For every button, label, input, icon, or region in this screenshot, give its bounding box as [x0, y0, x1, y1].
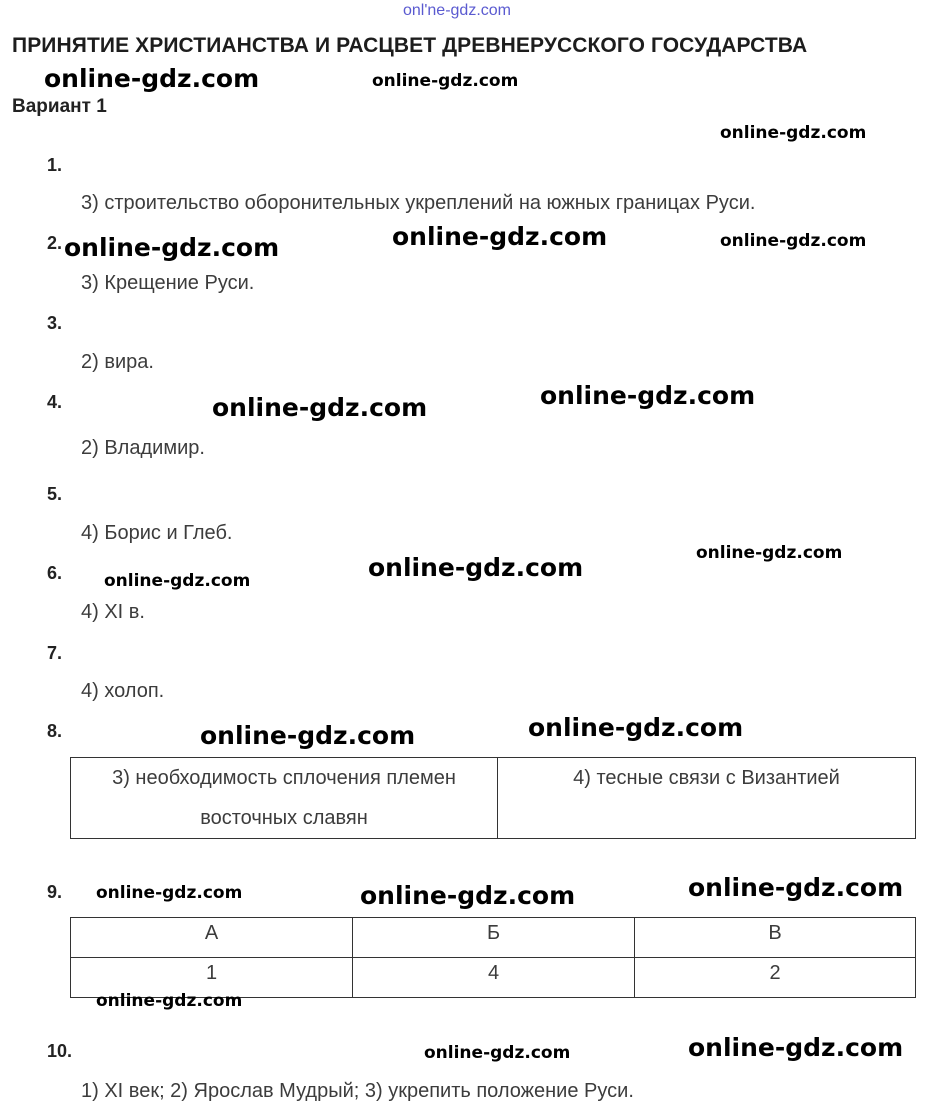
question-number-2: 2.	[47, 233, 63, 253]
top-watermark: onl'ne-gdz.com	[403, 2, 511, 19]
answer-3: 2) вира.	[81, 351, 154, 373]
answer-7: 4) холоп.	[81, 680, 165, 702]
table8-cell-2	[498, 758, 916, 839]
question-number-9: 9.	[47, 882, 63, 902]
table8-cell-2-text: 4) тесные связи с Византией	[573, 767, 840, 789]
answer-1: 3) строительство оборонительных укреплений на южных границах Руси.	[81, 192, 756, 214]
answer-6: 4) XI в.	[81, 601, 145, 623]
question-number-4: 4.	[47, 392, 63, 412]
watermark: online-gdz.com	[696, 543, 843, 563]
table9-value-v: 2	[635, 958, 916, 998]
table8-cell-1-line-2: восточных славян	[200, 807, 368, 829]
watermark: online-gdz.com	[96, 883, 243, 903]
question-number-3: 3.	[47, 313, 63, 333]
watermark: online-gdz.com	[64, 233, 280, 262]
answer-2: 3) Крещение Руси.	[81, 272, 255, 294]
question-number-5: 5.	[47, 484, 63, 504]
watermark: online-gdz.com	[212, 393, 428, 422]
question-number-1: 1.	[47, 155, 63, 175]
table9-header-b: Б	[353, 918, 635, 958]
watermark: online-gdz.com	[424, 1043, 571, 1063]
question-number-8: 8.	[47, 721, 63, 741]
watermark: online-gdz.com	[372, 71, 519, 91]
watermark: online-gdz.com	[528, 713, 744, 742]
watermark: online-gdz.com	[200, 721, 416, 750]
table-row	[71, 918, 916, 958]
table8-cell-1-line-1: 3) необходимость сплочения племен	[112, 767, 456, 789]
table9-value-b: 4	[353, 958, 635, 998]
watermark: online-gdz.com	[44, 64, 260, 93]
watermark: online-gdz.com	[392, 222, 608, 251]
watermark: online-gdz.com	[540, 381, 756, 410]
question-number-7: 7.	[47, 643, 63, 663]
table9-header-v: В	[635, 918, 916, 958]
watermark: online-gdz.com	[96, 991, 243, 1011]
watermark: online-gdz.com	[688, 873, 904, 902]
answer-4: 2) Владимир.	[81, 437, 205, 459]
answer-5: 4) Борис и Глеб.	[81, 522, 233, 544]
question-number-6: 6.	[47, 563, 63, 583]
page-title: ПРИНЯТИЕ ХРИСТИАНСТВА И РАСЦВЕТ ДРЕВНЕРУССКОГО ГОСУДАРСТВА	[12, 34, 808, 57]
variant-heading: Вариант 1	[12, 96, 107, 117]
watermark: online-gdz.com	[688, 1033, 904, 1062]
watermark: online-gdz.com	[720, 231, 867, 251]
table8-cell-1	[71, 758, 498, 839]
watermark: online-gdz.com	[360, 881, 576, 910]
answer-table-8	[70, 757, 916, 839]
table9-value-a: 1	[71, 958, 353, 998]
watermark: online-gdz.com	[368, 553, 584, 582]
answer-10: 1) XI век; 2) Ярослав Мудрый; 3) укрепить положение Руси.	[81, 1080, 634, 1102]
answer-table-9	[70, 917, 916, 998]
watermark: online-gdz.com	[720, 123, 867, 143]
watermark: online-gdz.com	[104, 571, 251, 591]
question-number-10: 10.	[47, 1041, 73, 1061]
table9-header-a: А	[71, 918, 353, 958]
